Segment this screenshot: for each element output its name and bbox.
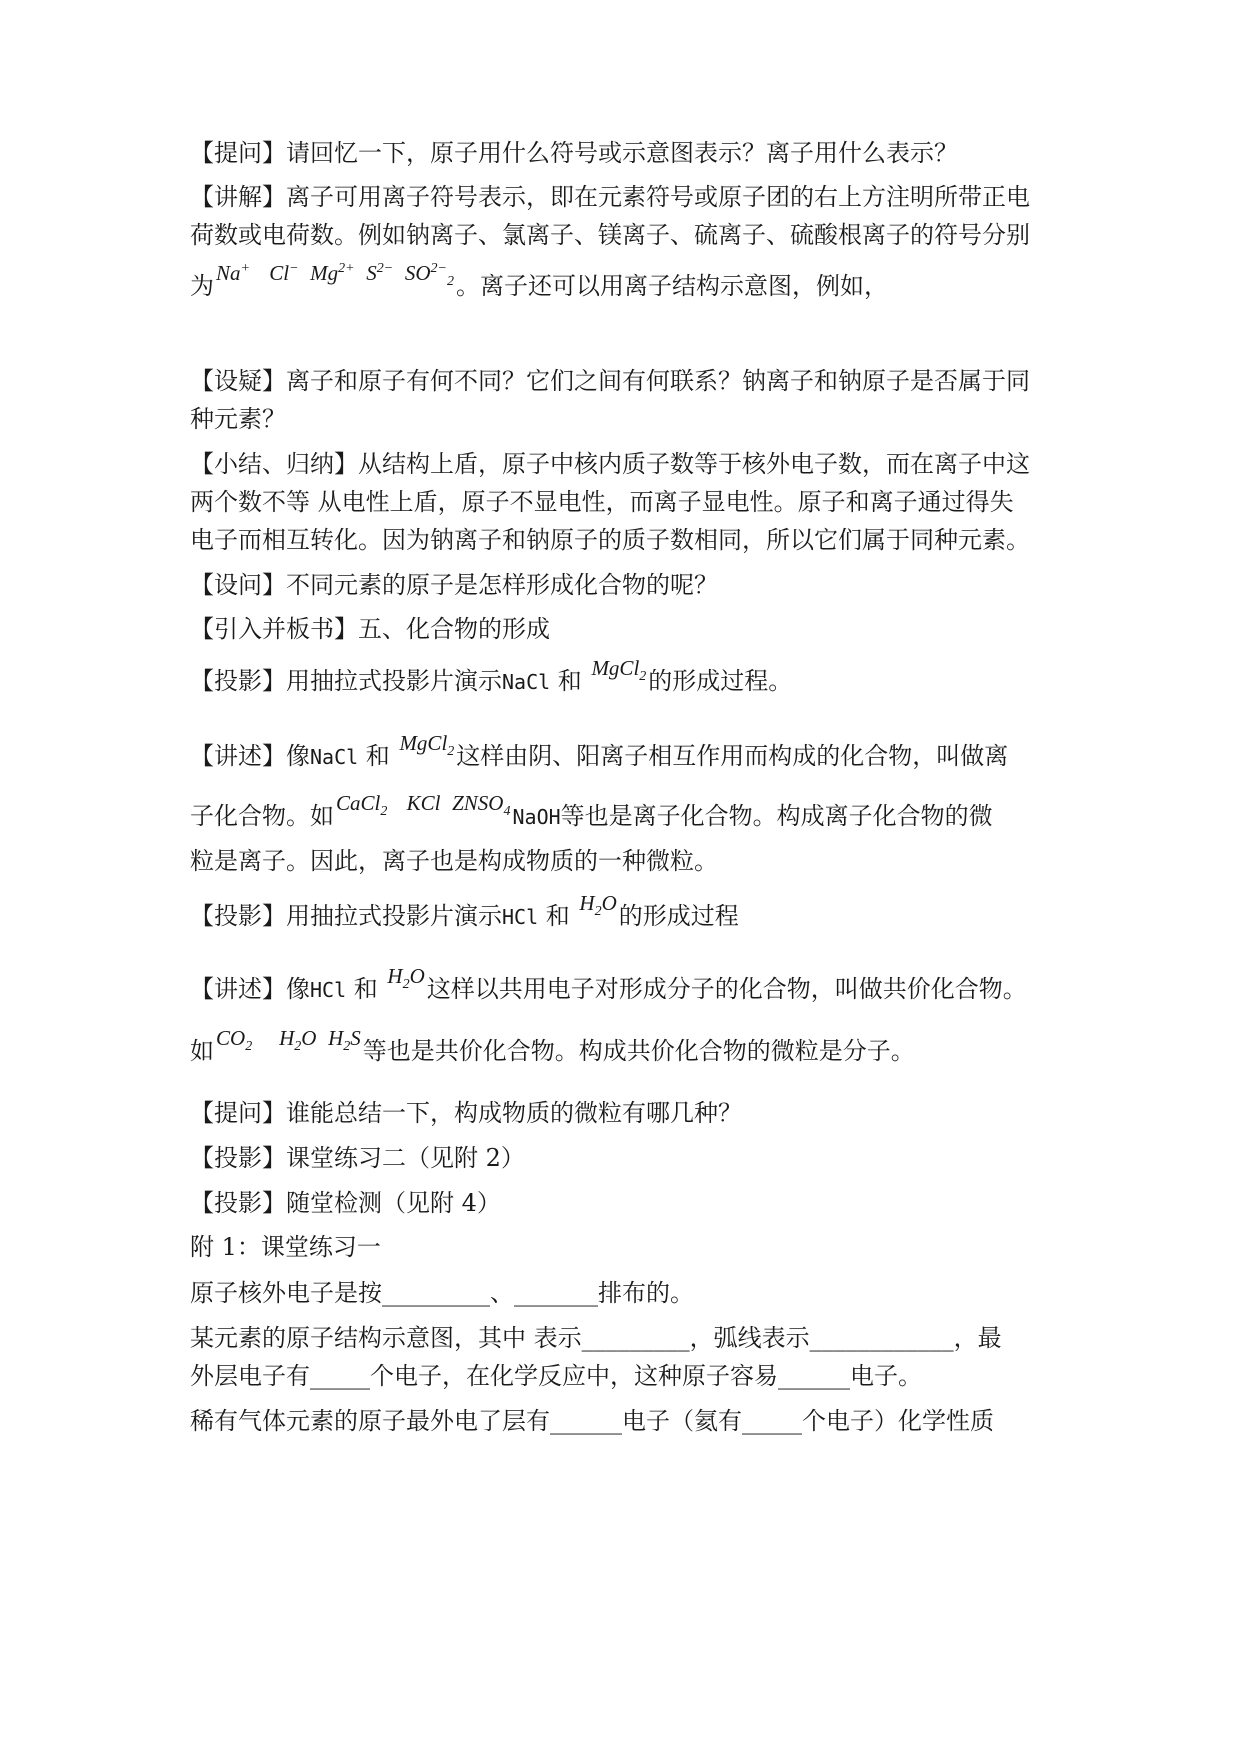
appendix-title (190, 1226, 1070, 1268)
formula-so-ion: $SO^{2-}_2$ (404, 261, 454, 290)
paragraph-summary-cont-2 (190, 519, 1070, 561)
text-fragment: 如 (190, 1037, 214, 1065)
text-fragment: 【讲述】像 (190, 742, 310, 770)
text-line: 【提问】请回忆一下，原子用什么符号或示意图表示？离子用什么表示？ (190, 139, 958, 167)
text-line: 种元素？ (190, 405, 286, 433)
text-line: 附 1：课堂练习一 (190, 1233, 381, 1261)
paragraph-question-1 (190, 132, 1070, 174)
paragraph-summary (190, 443, 1070, 485)
text-line: 电子而相互转化。因为钠离子和钠原子的质子数相同，所以它们属于同种元素。 (190, 526, 1030, 554)
text-fragment: 【讲述】像 (190, 975, 310, 1003)
text-fragment: 。离子还可以用离子结构示意图，例如， (455, 272, 888, 300)
paragraph-projection-2: 【投影】用抽拉式投影片演示HCl 和 $H_2O$的形成过程 (190, 891, 739, 930)
formula-cl-ion: Cl− (269, 261, 299, 285)
text-fragment: 子化合物。如 (190, 802, 334, 830)
paragraph-narration-2: 【讲述】像HCl 和 $H_2O$这样以共用电子对形成分子的化合物，叫做共价化合物。 (190, 964, 1027, 1003)
formula-h2s: $H_2S$ (328, 1026, 361, 1055)
text-line: 【讲解】离子可用离子符号表示，即在元素符号或原子团的右上方注明所带正电 (190, 183, 1030, 211)
formula-kcl: KCl (406, 791, 441, 815)
formula-nacl: NaCl (310, 745, 359, 769)
exercise-2-cont (190, 1355, 1070, 1397)
formula-co2: $CO_2$ (216, 1026, 253, 1055)
paragraph-explanation (190, 176, 1070, 218)
text-line: 【投影】随堂检测（见附 4） (190, 1189, 501, 1217)
formula-hcl: HCl (310, 978, 347, 1002)
formula-nacl: NaCl (502, 670, 551, 694)
paragraph-narration-1-end (190, 840, 1070, 882)
text-fragment: 等也是离子化合物。构成离子化合物的微 (560, 802, 993, 830)
formula-mgcl2: MgCl$_2$ (591, 656, 647, 685)
formula-naoh: NaOH (512, 805, 561, 829)
text-fragment: 等也是共价化合物。构成共价化合物的微粒是分子。 (362, 1037, 915, 1065)
exercise-1 (190, 1272, 1070, 1314)
paragraph-doubt (190, 360, 1070, 402)
paragraph-heading (190, 608, 1070, 650)
text-fragment: 这样由阴、阳离子相互作用而构成的化合物，叫做离 (456, 742, 1009, 770)
formula-mg-ion: $Mg^{2+}$ (310, 261, 355, 285)
ion-symbols-line (190, 262, 1070, 317)
text-fragment: 为 (190, 272, 214, 300)
formula-s-ion: $S^{2-}$ (366, 261, 394, 285)
text-line: 【提问】谁能总结一下，构成物质的微粒有哪几种？ (190, 1099, 742, 1127)
text-fragment: 的形成过程。 (648, 667, 793, 695)
text-line: 【小结、归纳】从结构上盾，原子中核内质子数等于核外电子数，而在离子中这 (190, 450, 1030, 478)
paragraph-projection-3 (190, 1137, 1070, 1179)
text-line: 【投影】课堂练习二（见附 2） (190, 1144, 525, 1172)
formula-h2o: $H_2O$ (279, 1026, 317, 1055)
paragraph-narration-1: 【讲述】像NaCl 和 MgCl$_2$这样由阴、阳离子相互作用而构成的化合物，叫做离 (190, 731, 1009, 770)
formula-mgcl2: MgCl$_2$ (399, 731, 455, 760)
formula-h2o: $H_2O$ (387, 964, 425, 993)
text-line: 粒是离子。因此，离子也是构成物质的一种微粒。 (190, 847, 718, 875)
text-line: 外层电子有_____个电子，在化学反应中，这种原子容易______电子。 (190, 1362, 922, 1390)
exercise-3 (190, 1400, 1070, 1442)
text-fragment: 这样以共用电子对形成分子的化合物，叫做共价化合物。 (426, 975, 1027, 1003)
formula-znso4: $ZNSO_4$ (452, 791, 511, 820)
exercise-2 (190, 1317, 1070, 1359)
text-fragment: 的形成过程 (618, 902, 739, 930)
text-line: 【设疑】离子和原子有何不同？它们之间有何联系？钠离子和钠原子是否属于同 (190, 367, 1030, 395)
text-line: 稀有气体元素的原子最外电了层有______电子（氦有_____个电子）化学性质 (190, 1407, 994, 1435)
paragraph-projection-1: 【投影】用抽拉式投影片演示NaCl 和 MgCl$_2$的形成过程。 (190, 656, 793, 695)
formula-hcl: HCl (502, 905, 539, 929)
paragraph-doubt-cont (190, 398, 1070, 440)
paragraph-question-2 (190, 564, 1070, 606)
formula-cacl2: CaCl$_2$ (336, 791, 388, 820)
paragraph-summary-cont-1 (190, 481, 1070, 523)
paragraph-narration-2-cont (190, 1026, 1070, 1082)
text-line: 原子核外电子是按_________、_______排布的。 (190, 1279, 694, 1307)
text-line: 两个数不等 从电性上盾，原子不显电性，而离子显电性。原子和离子通过得失 (190, 488, 1014, 516)
text-line: 【引入并板书】五、化合物的形成 (190, 615, 550, 643)
formula-na-ion: Na+ (216, 261, 250, 285)
text-fragment: 【投影】用抽拉式投影片演示 (190, 667, 502, 695)
formula-h2o: $H_2O$ (579, 891, 617, 920)
text-line: 荷数或电荷数。例如钠离子、氯离子、镁离子、硫离子、硫酸根离子的符号分别 (190, 221, 1030, 249)
paragraph-question-3 (190, 1092, 1070, 1134)
paragraph-projection-4 (190, 1182, 1070, 1224)
text-fragment: 【投影】用抽拉式投影片演示 (190, 902, 502, 930)
paragraph-explanation-cont (190, 214, 1070, 256)
text-line: 某元素的原子结构示意图，其中 表示_________，弧线表示____________，最 (190, 1324, 1002, 1352)
text-line: 【设问】不同元素的原子是怎样形成化合物的呢？ (190, 571, 718, 599)
